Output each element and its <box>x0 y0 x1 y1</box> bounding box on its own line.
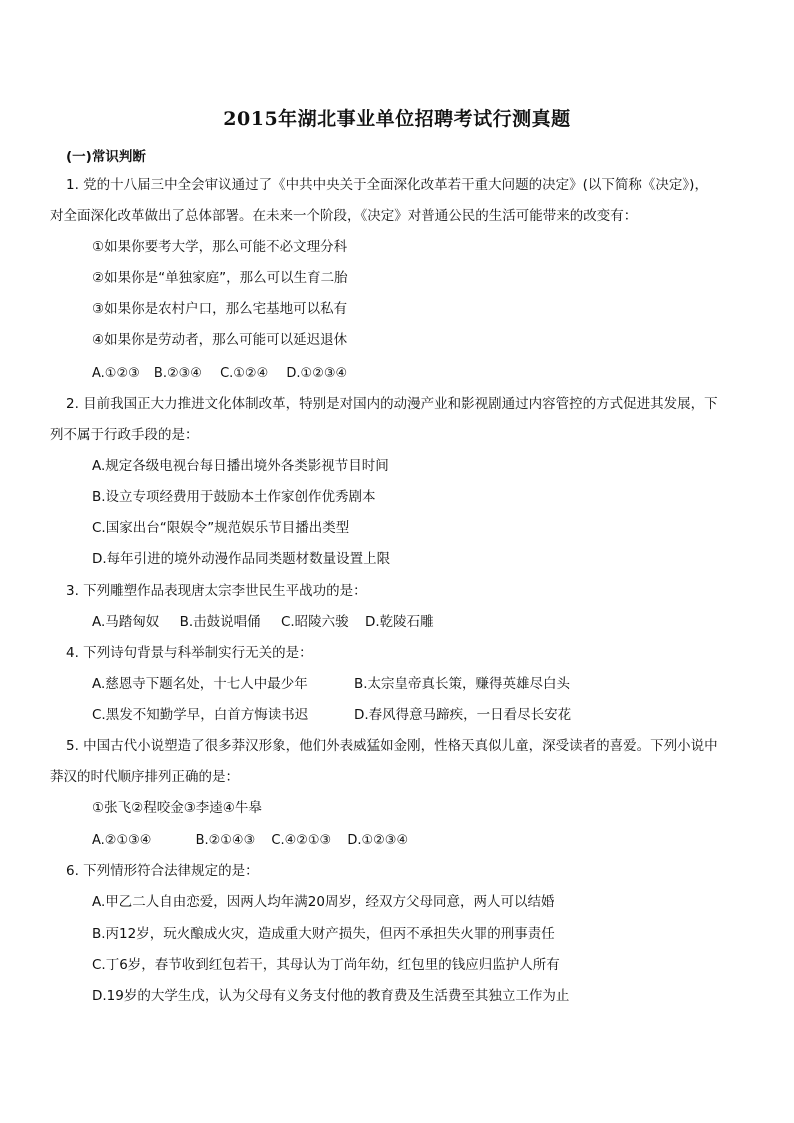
question-2-line-2: 列不属于行政手段的是： <box>50 427 199 443</box>
question-6-option-b: B.丙12岁，玩火酿成火灾，造成重大财产损失，但丙不承担失火罪的刑事责任 <box>92 926 555 942</box>
option-d: D.①②③④ <box>286 366 348 381</box>
option-b: B.②①④③ <box>195 833 256 848</box>
question-2-option-a: A.规定各级电视台每日播出境外各类影视节目时间 <box>92 458 389 474</box>
question-1-item-1: ①如果你要考大学，那么可能不必文理分科 <box>92 239 348 255</box>
question-2-option-c: C.国家出台“限娱令”规范娱乐节目播出类型 <box>92 520 350 536</box>
option-b: B.②③④ <box>153 366 202 381</box>
option-b: B.太宗皇帝真长策，赚得英雄尽白头 <box>354 676 571 692</box>
question-1-line-1: 1. 党的十八届三中全会审议通过了《中共中央关于全面深化改革若干重大问题的决定》(以下简称《决定》)， <box>66 177 708 193</box>
option-a: A.①②③ <box>92 366 140 381</box>
option-b: B.击鼓说唱俑 <box>179 614 261 630</box>
question-5-line-1: 5. 中国古代小说塑造了很多莽汉形象，他们外表威猛如金刚，性格天真似儿童，深受读者的喜爱。下列小说中 <box>66 738 718 754</box>
option-c: C.昭陵六骏 <box>280 614 349 630</box>
page-title: 2015年湖北事业单位招聘考试行测真题 <box>223 108 571 130</box>
question-6-option-d: D.19岁的大学生戊，认为父母有义务支付他的教育费及生活费至其独立工作为止 <box>92 988 570 1004</box>
option-d: D.①②③④ <box>347 833 409 848</box>
section-heading: (一)常识判断 <box>66 149 146 165</box>
question-2-option-d: D.每年引进的境外动漫作品同类题材数量设置上限 <box>92 551 391 567</box>
question-2-line-1: 2. 目前我国正大力推进文化体制改革，特别是对国内的动漫产业和影视剧通过内容管控的方式促进其发展，下 <box>66 396 718 412</box>
question-4-options-row-1 <box>92 674 570 694</box>
question-6-option-c: C.丁6岁，春节收到红包若干，其母认为丁尚年幼，红包里的钱应归监护人所有 <box>92 957 560 973</box>
question-5-item: ①张飞②程咬金③李逵④牛皋 <box>92 800 262 816</box>
option-d: D.乾陵石雕 <box>364 614 434 630</box>
question-3-options <box>92 612 434 632</box>
question-5-line-2: 莽汉的时代顺序排列正确的是： <box>50 769 239 785</box>
question-6-line-1: 6. 下列情形符合法律规定的是： <box>66 863 259 879</box>
option-d: D.春风得意马蹄疾，一日看尽长安花 <box>354 707 572 723</box>
option-a: A.马踏匈奴 <box>92 614 160 630</box>
option-c: C.①②④ <box>220 366 269 381</box>
question-3-line-1: 3. 下列雕塑作品表现唐太宗李世民生平战功的是： <box>66 583 367 599</box>
question-6-option-a: A.甲乙二人自由恋爱，因两人均年满20周岁，经双方父母同意，两人可以结婚 <box>92 894 555 910</box>
option-a: A.慈恩寺下题名处，十七人中最少年 <box>92 676 308 692</box>
option-c: C.④②①③ <box>271 833 332 848</box>
question-5-options <box>92 831 408 851</box>
question-1-item-4: ④如果你是劳动者，那么可能可以延迟退休 <box>92 332 348 348</box>
option-c: C.黑发不知勤学早，白首方悔读书迟 <box>92 707 309 723</box>
question-1-item-2: ②如果你是“单独家庭”，那么可以生育二胎 <box>92 270 348 286</box>
question-4-line-1: 4. 下列诗句背景与科举制实行无关的是： <box>66 645 313 661</box>
question-1-line-2: 对全面深化改革做出了总体部署。在未来一个阶段，《决定》对普通公民的生活可能带来的改变有： <box>50 208 638 224</box>
question-4-options-row-2 <box>92 705 571 725</box>
question-1-item-3: ③如果你是农村户口，那么宅基地可以私有 <box>92 301 348 317</box>
question-1-options <box>92 364 347 384</box>
option-a: A.②①③④ <box>92 833 152 848</box>
question-2-option-b: B.设立专项经费用于鼓励本土作家创作优秀剧本 <box>92 489 376 505</box>
